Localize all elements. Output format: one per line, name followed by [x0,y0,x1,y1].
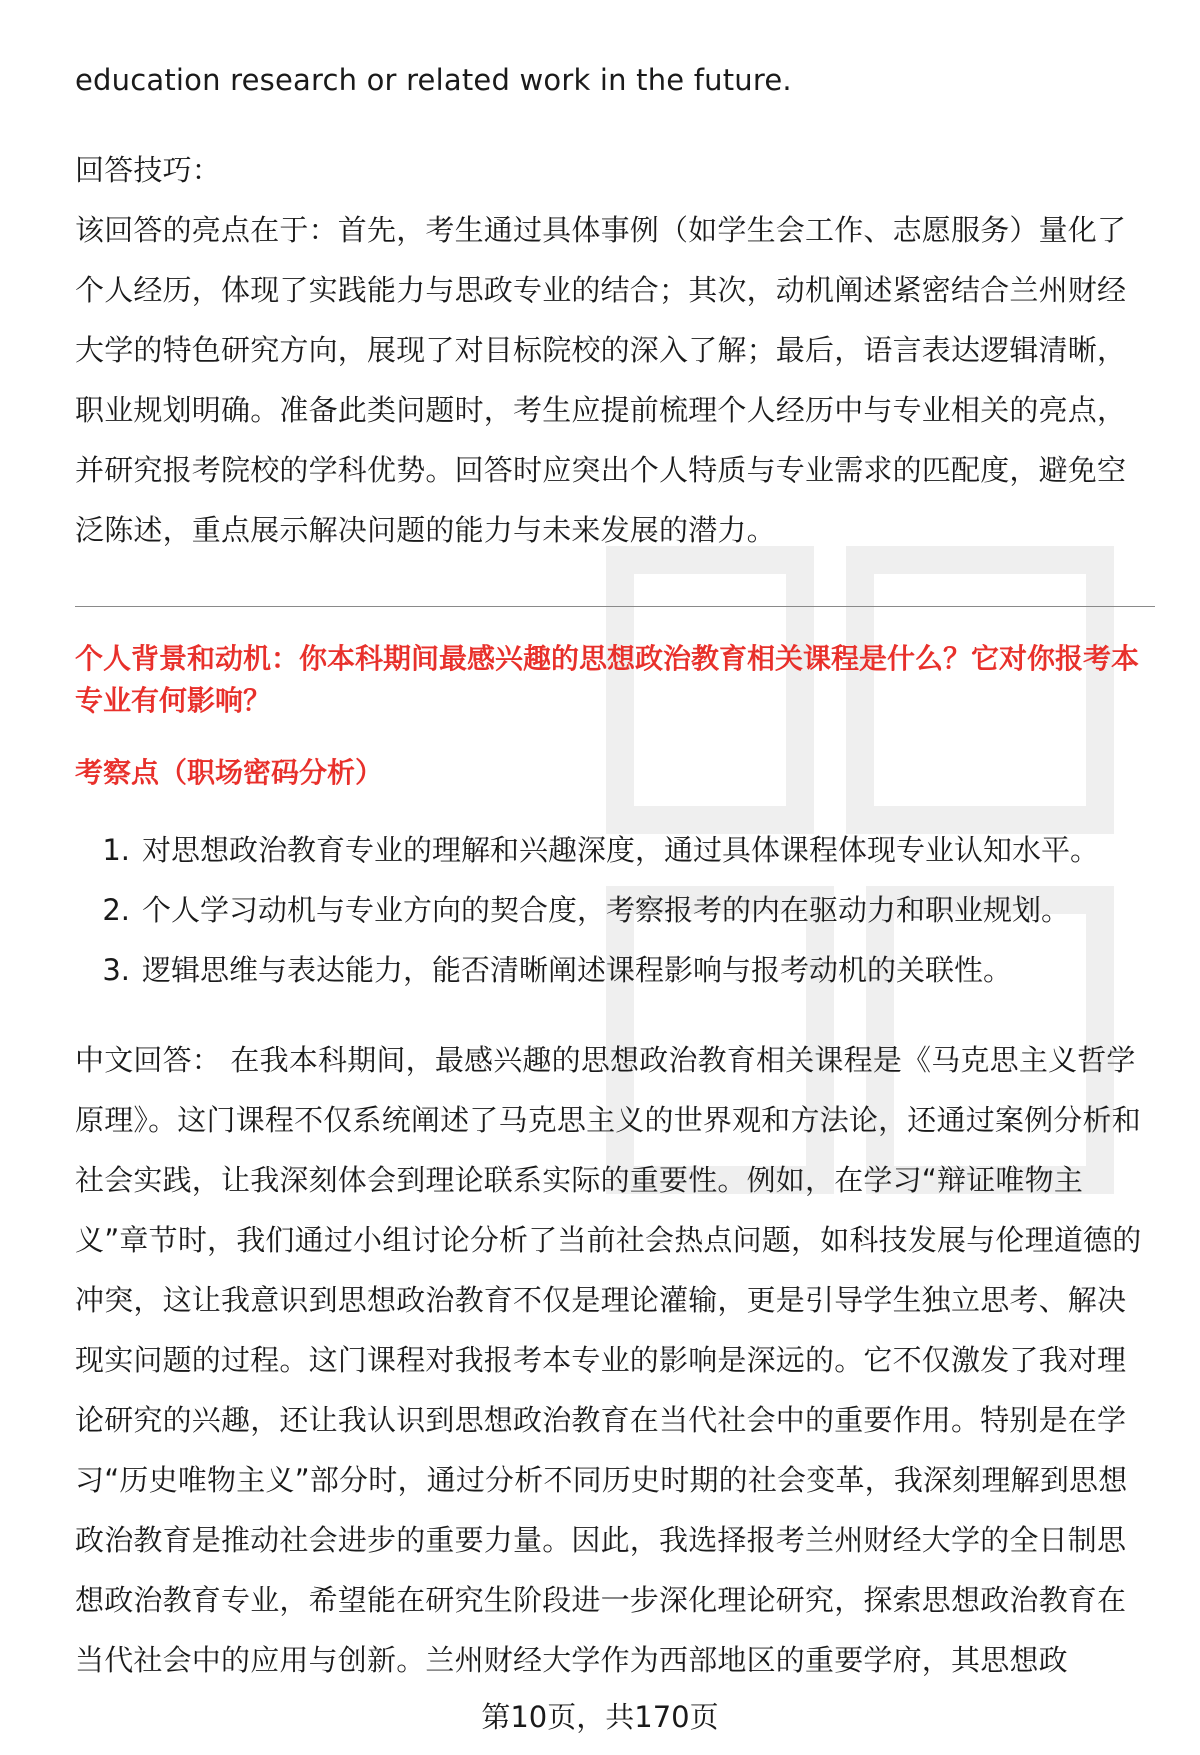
list-item [75,940,1155,1000]
section-divider [75,606,1155,607]
list-item-number: 3. [102,953,130,987]
tips-body: 该回答的亮点在于：首先，考生通过具体事例（如学生会工作、志愿服务）量化了个人经历，体现了实践能力与思政专业的结合；其次，动机阐述紧密结合兰州财经大学的特色研究方向，展现了对目标院校的深入了解；最后，语言表达逻辑清晰，职业规划明确。准备此类问题时，考生应提前梳理个人经历中与专业相关的亮点，并研究报考院校的学科优势。回答时应突出个人特质与专业需求的匹配度，避免空泛陈述，重点展示解决问题的能力与未来发展的潜力。 [75,213,1127,547]
list-item-text: 个人学习动机与专业方向的契合度，考察报考的内在驱动力和职业规划。 [142,893,1071,927]
tips-label: 回答技巧： [75,153,222,187]
list-item [75,820,1155,880]
key-points-heading: 考察点（职场密码分析） [75,756,384,789]
list-item [75,880,1155,940]
page-indicator: 第10页，共170页 [481,1700,719,1734]
list-item-text: 对思想政治教育专业的理解和兴趣深度，通过具体课程体现专业认知水平。 [142,833,1100,867]
intro-tail-text: education research or related work in the future. [75,63,792,97]
question-heading: 个人背景和动机：你本科期间最感兴趣的思想政治教育相关课程是什么？它对你报考本专业有何影响？ [75,642,1140,717]
list-item-text: 逻辑思维与表达能力，能否清晰阐述课程影响与报考动机的关联性。 [142,953,1013,987]
list-item-number: 2. [102,893,130,927]
chinese-answer-text: 中文回答： 在我本科期间，最感兴趣的思想政治教育相关课程是《马克思主义哲学原理》。这门课程不仅系统阐述了马克思主义的世界观和方法论，还通过案例分析和社会实践，让我深刻体会到理论联系实际的重要性。例如，在学习“辩证唯物主义”章节时，我们通过小组讨论分析了当前社会热点问题，如科技发展与伦理道德的冲突，这让我意识到思想政治教育不仅是理论灌输，更是引导学生独立思考、解决现实问题的过程。这门课程对我报考本专业的影响是深远的。它不仅激发了我对理论研究的兴趣，还让我认识到思想政治教育在当代社会中的重要作用。特别是在学习“历史唯物主义”部分时，通过分析不同历史时期的社会变革，我深刻理解到思想政治教育是推动社会进步的重要力量。因此，我选择报考兰州财经大学的全日制思想政治教育专业，希望能在研究生阶段进一步深化理论研究，探索思想政治教育在当代社会中的应用与创新。兰州财经大学作为西部地区的重要学府，其思想政 [75,1043,1142,1677]
key-points-list [75,820,1155,1000]
list-item-number: 1. [102,833,130,867]
